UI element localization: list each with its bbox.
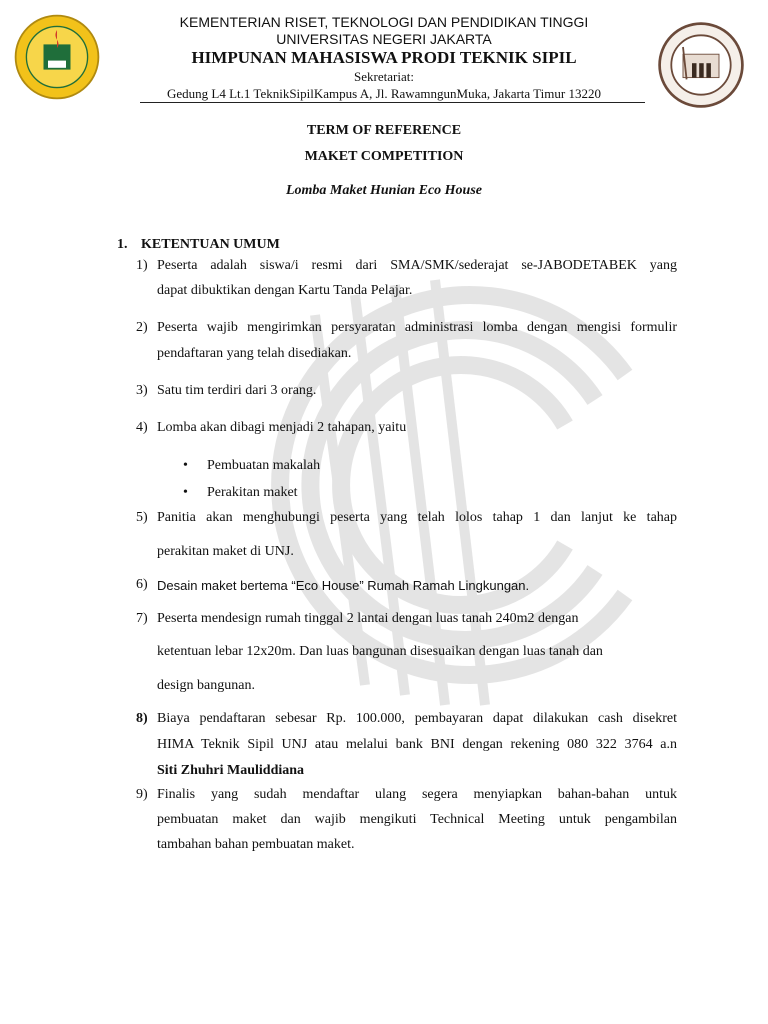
hima-logo-icon <box>656 20 746 110</box>
ministry-name: KEMENTERIAN RISET, TEKNOLOGI DAN PENDIDIKAN TINGGI <box>179 14 589 30</box>
item-text: tambahan bahan pembuatan maket. <box>157 837 355 852</box>
item-text: Peserta adalah siswa/i resmi dari SMA/SMK/sederajat se-JABODETABEK yang <box>157 258 677 273</box>
header-rule <box>140 102 645 103</box>
university-logo-icon <box>12 12 102 102</box>
item-text: Satu tim terdiri dari 3 orang. <box>157 383 317 398</box>
address: Gedung L4 Lt.1 TeknikSipilKampus A, Jl. RawamngunMuka, Jakarta Timur 13220 <box>167 86 601 101</box>
item-text: Desain maket bertema “Eco House” Rumah Ramah Lingkungan. <box>157 578 530 593</box>
item-text: design bangunan. <box>157 678 255 693</box>
university-name: UNIVERSITAS NEGERI JAKARTA <box>276 31 492 47</box>
item-text: perakitan maket di UNJ. <box>157 544 294 559</box>
item-text: pendaftaran yang telah disediakan. <box>157 346 352 361</box>
event-name: Lomba Maket Hunian Eco House <box>285 183 483 198</box>
item-text-name: Siti Zhuhri Mauliddiana <box>157 763 305 778</box>
section-title: KETENTUAN UMUM <box>141 237 280 252</box>
item-text: pembuatan maket dan wajib mengikuti Technical Meeting untuk pengambilan <box>157 812 677 827</box>
bullet-item: • Pembuatan makalah <box>183 458 321 473</box>
document-subtitle: MAKET COMPETITION <box>304 149 464 164</box>
item-text: HIMA Teknik Sipil UNJ atau melalui bank BNI dengan rekening 080 322 3764 a.n <box>157 737 677 752</box>
letterhead <box>110 14 658 103</box>
bullet-item: • Perakitan maket <box>183 485 298 500</box>
organization-name: HIMPUNAN MAHASISWA PRODI TEKNIK SIPIL <box>191 48 577 67</box>
secretariat-label: Sekretariat: <box>354 69 414 84</box>
document-title: TERM OF REFERENCE <box>306 123 462 138</box>
item-text: Lomba akan dibagi menjadi 2 tahapan, yaitu <box>157 420 407 435</box>
item-text: ketentuan lebar 12x20m. Dan luas bangunan disesuaikan dengan luas tanah dan <box>157 644 603 659</box>
item-text: dapat dibuktikan dengan Kartu Tanda Pelajar. <box>157 283 413 298</box>
section-heading <box>117 237 280 253</box>
item-text: Biaya pendaftaran sebesar Rp. 100.000, pembayaran dapat dilakukan cash disekret <box>157 711 677 726</box>
item-text: Finalis yang sudah mendaftar ulang segera menyiapkan bahan-bahan untuk <box>157 787 677 802</box>
item-text: Panitia akan menghubungi peserta yang telah lolos tahap 1 dan lanjut ke tahap <box>157 510 677 525</box>
item-text: Peserta wajib mengirimkan persyaratan administrasi lomba dengan mengisi formulir <box>157 320 677 335</box>
item-text: Peserta mendesign rumah tinggal 2 lantai dengan luas tanah 240m2 dengan <box>157 611 579 626</box>
section-number: 1. <box>117 237 128 252</box>
